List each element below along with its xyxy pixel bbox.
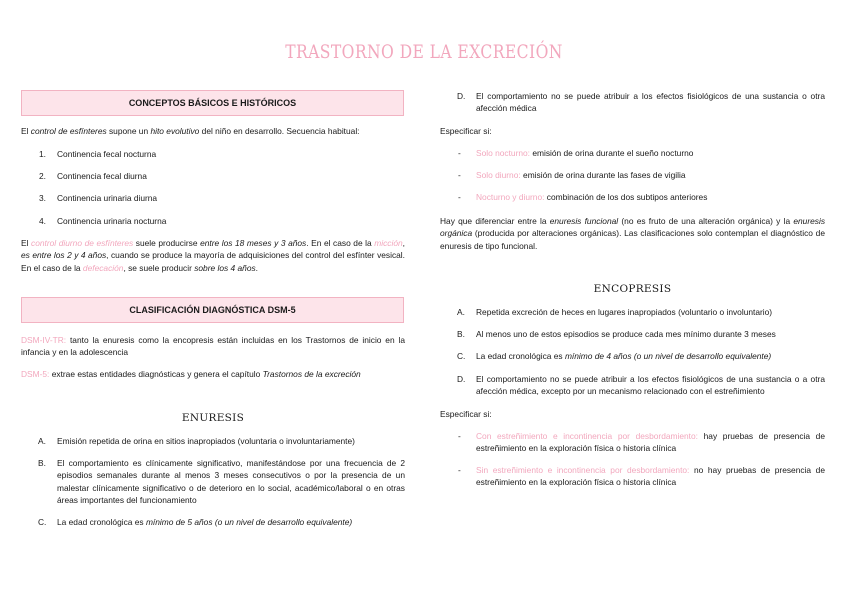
especificar-label: Especificar si: <box>440 126 492 136</box>
enuresis-differentiation: Hay que diferenciar entre la enuresis funcional (no es fruto de una alteración orgánica) y la enuresis orgánica (producida por alteraciones orgánicas). Las clasificaciones solo contemplan el diagnóstico de enuresis de tipo funcional. <box>440 216 826 251</box>
dsm-5-paragraph: DSM-5: extrae estas entidades diagnósticas y genera el capítulo Trastornos de la excreción <box>21 369 361 379</box>
section-heading-conceptos: CONCEPTOS BÁSICOS E HISTÓRICOS <box>21 90 404 116</box>
enuresis-heading: ENURESIS <box>181 412 245 424</box>
conceptos-intro: El control de esfínteres supone un hito evolutivo del niño en desarrollo. Secuencia habitual: <box>21 126 360 136</box>
conceptos-paragraph: El control diurno de esfínteres suele producirse entre los 18 meses y 3 años. En el caso de la micción, es entre los 2 y 4 años, cuando se produce la mayoría de adquisiciones del control del esfínter vesical. En el caso de la defecación, se suele producir sobre los 4 años. <box>21 238 405 273</box>
dsm-iv-paragraph: DSM-IV-TR: tanto la enuresis como la encopresis están incluidas en los Trastornos de inicio en la infancia y en la adolescencia <box>21 335 405 358</box>
especificar-label: Especificar si: <box>440 409 492 419</box>
encopresis-heading: ENCOPRESIS <box>593 283 672 295</box>
page-title: TRASTORNO DE LA EXCRECIÓN <box>285 41 563 63</box>
section-heading-dsm: CLASIFICACIÓN DIAGNÓSTICA DSM-5 <box>21 297 404 323</box>
